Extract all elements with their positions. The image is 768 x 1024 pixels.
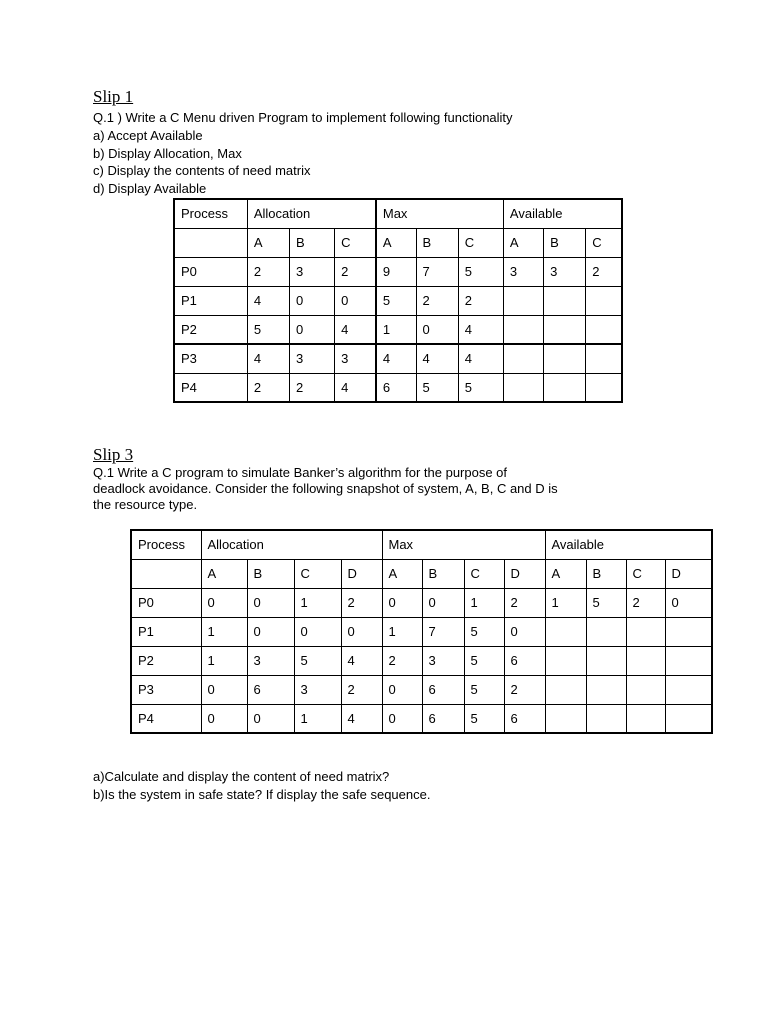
value-cell: 6 [504, 646, 545, 675]
slip1-item: a) Accept Available [93, 128, 203, 143]
value-cell [626, 704, 665, 733]
value-cell: 0 [504, 617, 545, 646]
slip3-question-line: the resource type. [93, 497, 198, 512]
value-cell: 3 [335, 344, 376, 373]
value-cell: 0 [201, 704, 247, 733]
table-row [131, 704, 712, 733]
value-cell: 5 [464, 646, 504, 675]
header-cell: Available [545, 530, 712, 559]
value-cell: 5 [464, 617, 504, 646]
value-cell: 0 [201, 675, 247, 704]
value-cell: 4 [335, 373, 376, 402]
value-cell: 0 [382, 704, 422, 733]
value-cell: 0 [382, 588, 422, 617]
value-cell [586, 704, 626, 733]
value-cell: 4 [458, 344, 503, 373]
table-row [131, 588, 712, 617]
value-cell: 3 [503, 257, 543, 286]
value-cell: 4 [416, 344, 458, 373]
subheader-cell: A [247, 228, 289, 257]
value-cell: 2 [341, 588, 382, 617]
table-row [131, 675, 712, 704]
value-cell: 3 [544, 257, 586, 286]
process-cell: P2 [174, 315, 247, 344]
table-header-row [131, 530, 712, 559]
slip3-question-line: Q.1 Write a C program to simulate Banker’s algorithm for the purpose of [93, 465, 508, 480]
value-cell: 0 [335, 286, 376, 315]
table-row [174, 373, 622, 402]
process-cell: P2 [131, 646, 201, 675]
value-cell: 2 [416, 286, 458, 315]
value-cell: 2 [504, 675, 545, 704]
subheader-cell: B [289, 228, 334, 257]
value-cell: 2 [586, 257, 622, 286]
value-cell: 0 [289, 286, 334, 315]
value-cell [586, 344, 622, 373]
empty-cell [131, 559, 201, 588]
value-cell: 5 [458, 257, 503, 286]
value-cell: 3 [422, 646, 464, 675]
subheader-cell: A [503, 228, 543, 257]
value-cell: 1 [382, 617, 422, 646]
value-cell: 6 [376, 373, 416, 402]
header-cell: Max [382, 530, 545, 559]
value-cell: 2 [289, 373, 334, 402]
value-cell [545, 646, 586, 675]
value-cell: 5 [458, 373, 503, 402]
table-row [174, 286, 622, 315]
slip3-title: Slip 3 [93, 445, 134, 464]
value-cell: 5 [416, 373, 458, 402]
process-cell: P1 [131, 617, 201, 646]
value-cell: 4 [458, 315, 503, 344]
value-cell: 7 [422, 617, 464, 646]
slip3-resource-table [130, 529, 713, 734]
value-cell: 2 [247, 257, 289, 286]
process-cell: P1 [174, 286, 247, 315]
subheader-cell: D [665, 559, 712, 588]
value-cell: 0 [294, 617, 341, 646]
value-cell: 5 [247, 315, 289, 344]
subheader-cell: A [545, 559, 586, 588]
value-cell: 0 [422, 588, 464, 617]
value-cell: 5 [464, 675, 504, 704]
value-cell: 5 [294, 646, 341, 675]
subheader-cell: B [416, 228, 458, 257]
process-cell: P3 [174, 344, 247, 373]
value-cell [544, 344, 586, 373]
value-cell: 6 [504, 704, 545, 733]
value-cell: 9 [376, 257, 416, 286]
subheader-cell: A [382, 559, 422, 588]
process-cell: P0 [174, 257, 247, 286]
value-cell [545, 675, 586, 704]
subheader-cell: D [341, 559, 382, 588]
value-cell: 2 [382, 646, 422, 675]
process-cell: P4 [131, 704, 201, 733]
process-cell: P0 [131, 588, 201, 617]
slip1-item: d) Display Available [93, 181, 207, 196]
slip1-resource-table [173, 198, 623, 403]
table-header-row [174, 199, 622, 228]
table-row [131, 646, 712, 675]
slip1-item: c) Display the contents of need matrix [93, 163, 311, 178]
value-cell: 0 [289, 315, 334, 344]
value-cell: 4 [247, 344, 289, 373]
value-cell: 3 [289, 257, 334, 286]
value-cell [544, 373, 586, 402]
value-cell: 4 [341, 646, 382, 675]
value-cell [665, 617, 712, 646]
value-cell [544, 286, 586, 315]
value-cell: 0 [247, 704, 294, 733]
value-cell [665, 675, 712, 704]
value-cell: 0 [665, 588, 712, 617]
slip1-question: Q.1 ) Write a C Menu driven Program to implement following functionality [93, 110, 513, 125]
value-cell [586, 373, 622, 402]
value-cell: 2 [504, 588, 545, 617]
subheader-cell: A [376, 228, 416, 257]
header-cell: Allocation [247, 199, 376, 228]
value-cell: 4 [376, 344, 416, 373]
value-cell: 7 [416, 257, 458, 286]
process-cell: P4 [174, 373, 247, 402]
value-cell: 2 [341, 675, 382, 704]
value-cell: 0 [416, 315, 458, 344]
subheader-cell: C [458, 228, 503, 257]
value-cell: 5 [464, 704, 504, 733]
slip3-question-line: deadlock avoidance. Consider the following snapshot of system, A, B, C and D is [93, 481, 558, 496]
value-cell: 2 [626, 588, 665, 617]
value-cell: 1 [294, 588, 341, 617]
value-cell [665, 704, 712, 733]
table-row [174, 344, 622, 373]
subheader-cell: C [294, 559, 341, 588]
header-cell: Allocation [201, 530, 382, 559]
value-cell: 2 [458, 286, 503, 315]
value-cell: 0 [341, 617, 382, 646]
value-cell: 4 [341, 704, 382, 733]
value-cell: 1 [545, 588, 586, 617]
slip1-title: Slip 1 [93, 87, 134, 106]
subheader-cell: C [335, 228, 376, 257]
subheader-cell: D [504, 559, 545, 588]
value-cell: 1 [201, 617, 247, 646]
table-subheader-row [174, 228, 622, 257]
value-cell [544, 315, 586, 344]
value-cell: 0 [201, 588, 247, 617]
value-cell [665, 646, 712, 675]
value-cell: 1 [294, 704, 341, 733]
value-cell [586, 286, 622, 315]
table-row [174, 315, 622, 344]
value-cell: 2 [247, 373, 289, 402]
table-row [131, 617, 712, 646]
value-cell: 2 [335, 257, 376, 286]
subheader-cell: B [422, 559, 464, 588]
process-cell: P3 [131, 675, 201, 704]
value-cell [545, 704, 586, 733]
table-row [174, 257, 622, 286]
empty-cell [174, 228, 247, 257]
subheader-cell: C [464, 559, 504, 588]
value-cell [503, 344, 543, 373]
value-cell: 0 [247, 588, 294, 617]
subheader-cell: B [247, 559, 294, 588]
value-cell: 3 [289, 344, 334, 373]
subheader-cell: B [586, 559, 626, 588]
value-cell: 6 [422, 675, 464, 704]
value-cell: 4 [247, 286, 289, 315]
value-cell: 6 [247, 675, 294, 704]
subheader-cell: B [544, 228, 586, 257]
value-cell: 3 [294, 675, 341, 704]
value-cell [503, 373, 543, 402]
value-cell: 5 [376, 286, 416, 315]
value-cell [586, 675, 626, 704]
value-cell: 5 [586, 588, 626, 617]
value-cell [545, 617, 586, 646]
value-cell [503, 315, 543, 344]
value-cell [503, 286, 543, 315]
value-cell [586, 617, 626, 646]
subheader-cell: C [586, 228, 622, 257]
header-cell: Process [131, 530, 201, 559]
value-cell: 1 [376, 315, 416, 344]
table-subheader-row [131, 559, 712, 588]
header-cell: Available [503, 199, 622, 228]
value-cell [586, 315, 622, 344]
value-cell: 6 [422, 704, 464, 733]
subheader-cell: C [626, 559, 665, 588]
subheader-cell: A [201, 559, 247, 588]
value-cell [626, 675, 665, 704]
value-cell: 1 [201, 646, 247, 675]
header-cell: Process [174, 199, 247, 228]
header-cell: Max [376, 199, 504, 228]
slip3-task: b)Is the system in safe state? If display the safe sequence. [93, 787, 431, 802]
value-cell [626, 646, 665, 675]
value-cell: 3 [247, 646, 294, 675]
value-cell [586, 646, 626, 675]
value-cell: 4 [335, 315, 376, 344]
value-cell: 1 [464, 588, 504, 617]
value-cell [626, 617, 665, 646]
value-cell: 0 [247, 617, 294, 646]
slip1-item: b) Display Allocation, Max [93, 146, 242, 161]
slip3-task: a)Calculate and display the content of need matrix? [93, 769, 390, 784]
value-cell: 0 [382, 675, 422, 704]
